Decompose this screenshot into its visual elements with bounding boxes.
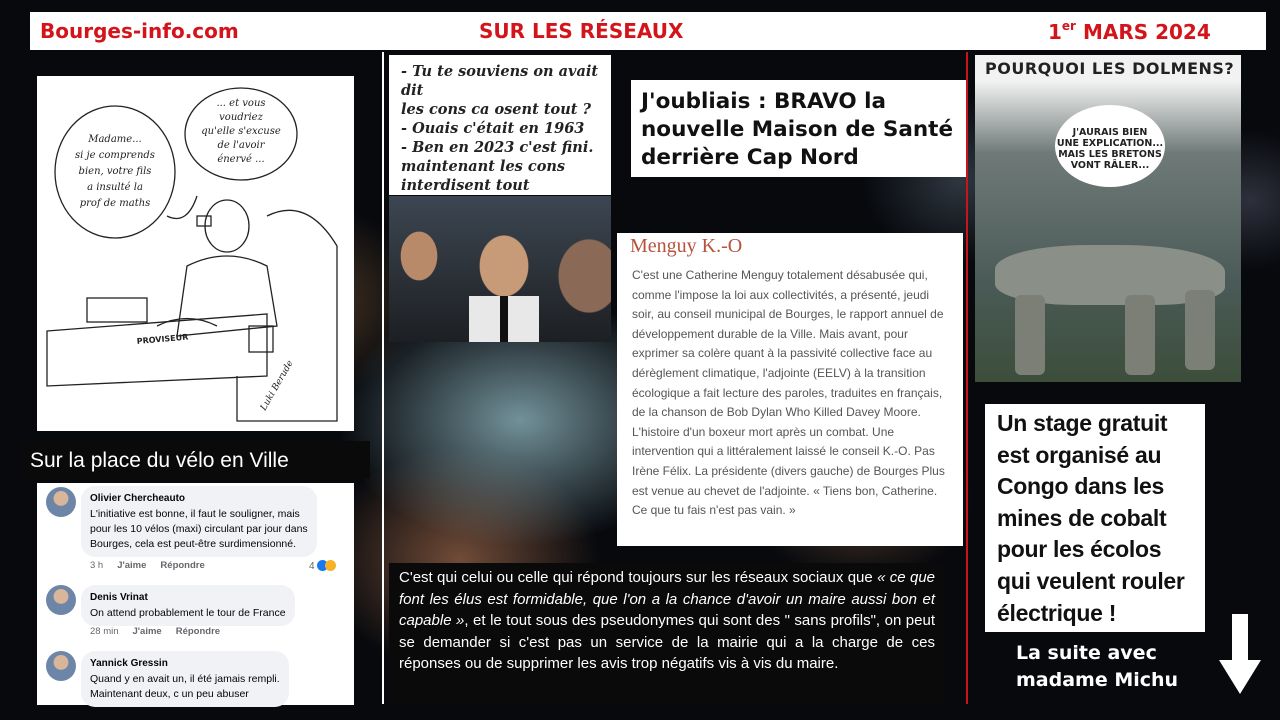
article-title: Menguy K.-O (630, 235, 743, 257)
dialogue-box (389, 55, 611, 195)
section-title: SUR LES RÉSEAUX (479, 19, 684, 43)
arrow-down-icon[interactable] (1217, 614, 1263, 696)
comment-text-line: pour les 10 vélos (maxi) circulant par jour dans (90, 523, 308, 535)
like-button[interactable]: J'aime (132, 626, 162, 637)
stage-line: qui veulent rouler (997, 567, 1185, 594)
bubble-1-line: prof de maths (79, 198, 151, 209)
comment-author[interactable]: Yannick Gressin (90, 658, 168, 669)
dolmen-speech-bubble (1055, 105, 1165, 187)
header-bar (30, 12, 1266, 50)
dialogue-line: maintenant les cons (401, 158, 566, 175)
stage-line: pour les écolos (997, 536, 1162, 563)
stage-box (985, 404, 1205, 632)
dolmen-leg (1125, 295, 1155, 375)
article-clipping (617, 233, 963, 546)
bravo-line: nouvelle Maison de Santé (641, 117, 954, 142)
comment-bubble (81, 486, 317, 557)
bubble-2-line: voudriez (219, 112, 263, 123)
comment-bubble (81, 651, 289, 707)
comment-text-line: Maintenant deux, c un peu abuser (90, 688, 249, 700)
site-name[interactable]: Bourges-info.com (40, 19, 239, 43)
dialogue-line: les cons ca osent tout ? (401, 101, 591, 118)
bubble-2-line: qu'elle s'excuse (201, 126, 281, 137)
bubble-1-line: bien, votre fils (78, 166, 152, 177)
bubble-1-line: Madame... (88, 134, 142, 145)
bravo-box (631, 80, 966, 177)
avatar[interactable] (46, 651, 76, 681)
reply-button[interactable]: Répondre (175, 626, 221, 637)
facebook-comments (37, 483, 354, 705)
commentary-quote: « ce que font les élus est formidable, que l'on a la chance d'avoir un maire aussi bon et capable » (399, 569, 935, 629)
michu-line: La suite avec (1016, 642, 1157, 664)
dialogue-line: - Ben en 2023 c'est fini. (401, 139, 594, 156)
cartoon-signature: Luki Berude (258, 358, 296, 413)
velo-caption: Sur la place du vélo en Ville (22, 441, 370, 479)
dolmen-cartoon (975, 55, 1241, 382)
comment-author[interactable]: Olivier Chercheauto (90, 493, 186, 504)
bubble-2-line: énervé ... (217, 154, 265, 165)
avatar[interactable] (46, 487, 76, 517)
dialogue-line: - Ouais c'était en 1963 (401, 120, 585, 137)
dolmen-title: POURQUOI LES DOLMENS? (985, 59, 1235, 78)
bubble-1-line: si je comprends (75, 150, 155, 161)
bubble-2-line: ... et vous (216, 98, 266, 109)
next-page-caption[interactable] (1016, 640, 1178, 694)
divider-left (382, 52, 384, 704)
like-button[interactable]: J'aime (117, 560, 147, 571)
comment-text-line: Bourges, cela est peut-être surdimensionné. (90, 538, 297, 550)
reply-button[interactable]: Répondre (160, 560, 205, 571)
dolmen-leg (1015, 295, 1045, 375)
stage-line: électrique ! (997, 599, 1117, 626)
dolmen-bubble-line: MAIS LES BRETONS (1058, 149, 1162, 160)
desk-plate: PROVISEUR (136, 332, 189, 346)
dolmen-leg (1185, 290, 1215, 370)
tie-shape (500, 296, 508, 342)
comment-bubble (81, 585, 295, 626)
date-label: 1er MARS 2024 (1048, 19, 1211, 44)
haha-reaction-icon (325, 560, 336, 571)
comment-time: 28 min (90, 626, 119, 637)
michu-line: madame Michu (1016, 669, 1179, 691)
bravo-line: derrière Cap Nord (641, 145, 859, 170)
dialogue-line: interdisent tout (401, 177, 530, 194)
comment-author[interactable]: Denis Vrinat (90, 592, 148, 603)
bravo-line: J'oubliais : BRAVO la (641, 89, 887, 114)
comment-meta (90, 560, 205, 571)
cartoon-drawing (37, 76, 354, 431)
article-body: C'est une Catherine Menguy totalement désabusée qui, comme l'impose la loi aux collectivités, a présenté, jeudi soir, au conseil municipal de Bourges, le rapport annuel de développement durable de la Ville. Mais avant, pour exprimer sa colère quant à la passivité collective face au dérèglement climatique, l'adjointe (EELV) à la transition écologique a fait lecture des paroles, traduites en français, de la chanson de Bob Dylan Who Killed Davey Moore. L'histoire d'un boxeur mort après un combat. Une intervention qui a littéralement laissé le conseil K.-O. Pas Irène Félix. La présidente (divers gauche) de Bourges Plus est venue au chevet de l'adjointe. « Tiens bon, Catherine. Ce que tu fais n'est pas vain. » (632, 268, 945, 518)
comment-text-line: On attend probablement le tour de France (90, 607, 286, 619)
dolmen-bubble-line: VONT RÂLER... (1070, 160, 1150, 171)
movie-still-image (389, 196, 611, 342)
reseaux-commentary (389, 563, 943, 705)
stage-line: mines de cobalt (997, 504, 1167, 531)
stage-line: Congo dans les (997, 473, 1165, 500)
reaction-count: 4 (309, 561, 315, 572)
comment-meta (90, 626, 220, 637)
commentary-part: , et le tout sous des pseudonymes qui sont des " sans profils", on peut se demander si c'est pas un service de la mairie qui a la charge de ces réponses ou de supprimer les avis trop négatifs vis à vis du maire. (399, 612, 935, 672)
comment-time: 3 h (90, 560, 104, 571)
reactions[interactable] (309, 560, 336, 572)
comment-text-line: Quand y en avait un, il été jamais rempli. (90, 673, 280, 685)
principal-cartoon (37, 76, 354, 431)
avatar[interactable] (46, 585, 76, 615)
comment-text-line: L'initiative est bonne, il faut le souligner, mais (90, 508, 300, 520)
dolmen-bubble-line: UNE EXPLICATION... (1056, 138, 1164, 149)
divider-right (966, 52, 968, 704)
dolmen-bubble-line: J'AURAIS BIEN (1072, 127, 1148, 138)
stage-line: est organisé au (997, 441, 1162, 468)
commentary-part: C'est qui celui ou celle qui répond toujours sur les réseaux sociaux que (399, 569, 878, 586)
bubble-2-line: de l'avoir (217, 140, 265, 151)
bubble-1-line: a insulté la (87, 182, 143, 193)
dialogue-line: - Tu te souviens on avait dit (401, 63, 599, 99)
stage-line: Un stage gratuit (997, 410, 1168, 436)
